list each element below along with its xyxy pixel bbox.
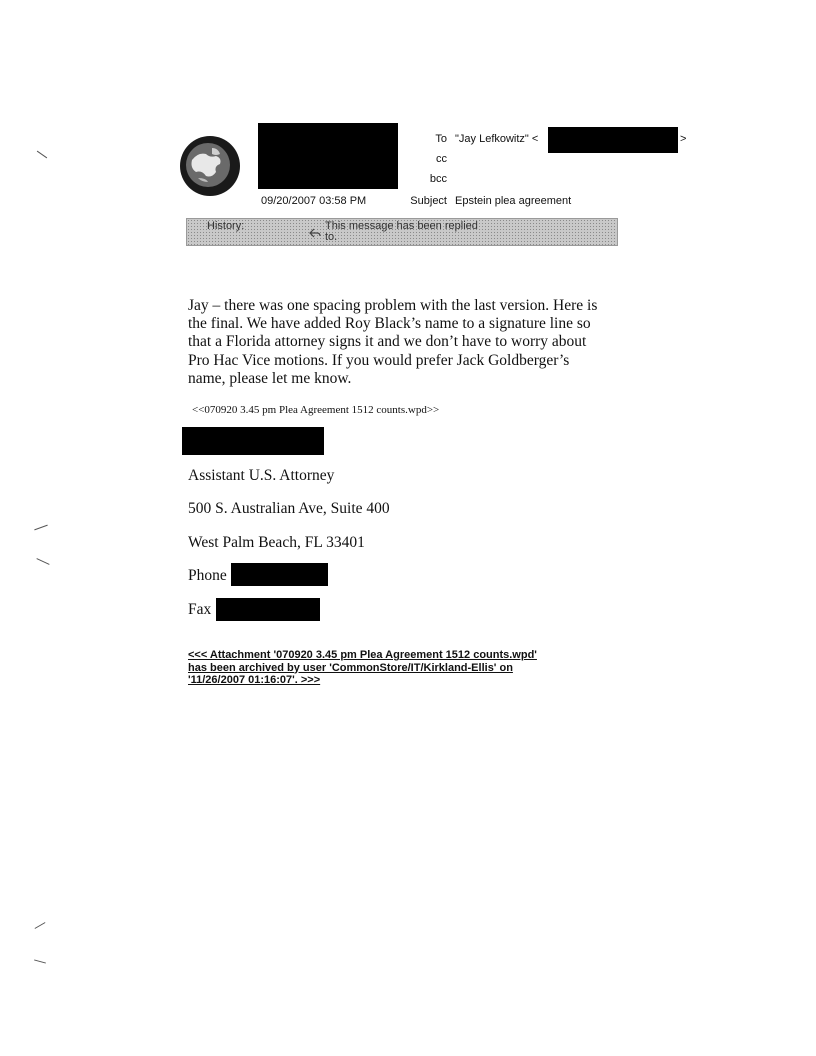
archive-notice xyxy=(188,649,618,687)
archive-notice-line: has been archived by user 'CommonStore/IT/Kirkland-Ellis' on xyxy=(188,661,513,674)
body-line: Pro Hac Vice motions. If you would prefer Jack Goldberger’s xyxy=(188,351,570,369)
to-value: "Jay Lefkowitz" < xyxy=(455,133,539,145)
body-line: name, please let me know. xyxy=(188,369,352,387)
scan-mark xyxy=(34,525,47,531)
scan-mark xyxy=(35,922,46,929)
to-suffix: > xyxy=(680,133,687,145)
history-bar xyxy=(186,218,618,246)
attachment-reference: <<070920 3.45 pm Plea Agreement 1512 counts.wpd>> xyxy=(192,404,440,416)
signature-title: Assistant U.S. Attorney xyxy=(188,467,335,484)
sent-date: 09/20/2007 03:58 PM xyxy=(261,195,367,207)
signature-address-line2: West Palm Beach, FL 33401 xyxy=(188,534,365,551)
bcc-label: bcc xyxy=(429,173,447,185)
cc-label: cc xyxy=(436,153,447,165)
sender-name-redaction xyxy=(258,123,398,189)
subject-value: Epstein plea agreement xyxy=(455,195,572,207)
globe-icon xyxy=(178,134,242,198)
scan-mark xyxy=(37,151,47,159)
history-message-line2: to. xyxy=(325,231,338,243)
signature-name-redaction xyxy=(182,427,324,455)
history-message-line1: This message has been replied xyxy=(325,220,478,232)
message-body xyxy=(188,297,628,388)
archive-notice-line: '11/26/2007 01:16:07'. >>> xyxy=(188,674,321,686)
history-label: History: xyxy=(207,220,245,232)
phone-redaction xyxy=(231,563,328,586)
scan-mark xyxy=(36,558,49,565)
body-line: the final. We have added Roy Black’s name to a signature line so xyxy=(188,315,591,333)
to-label: To xyxy=(435,133,447,145)
subject-label: Subject xyxy=(410,195,447,207)
archive-notice-line: <<< Attachment '070920 3.45 pm Plea Agreement 1512 counts.wpd' xyxy=(188,649,537,661)
body-line: that a Florida attorney signs it and we don’t have to worry about xyxy=(188,333,587,351)
reply-arrow-icon xyxy=(309,227,321,239)
avatar xyxy=(178,134,242,198)
fax-label: Fax xyxy=(188,601,212,618)
phone-label: Phone xyxy=(188,567,227,584)
signature-address-line1: 500 S. Australian Ave, Suite 400 xyxy=(188,500,390,517)
scan-mark xyxy=(34,959,46,963)
body-line: Jay – there was one spacing problem with the last version. Here is xyxy=(188,297,598,314)
to-email-redaction xyxy=(548,127,678,153)
fax-redaction xyxy=(216,598,320,621)
